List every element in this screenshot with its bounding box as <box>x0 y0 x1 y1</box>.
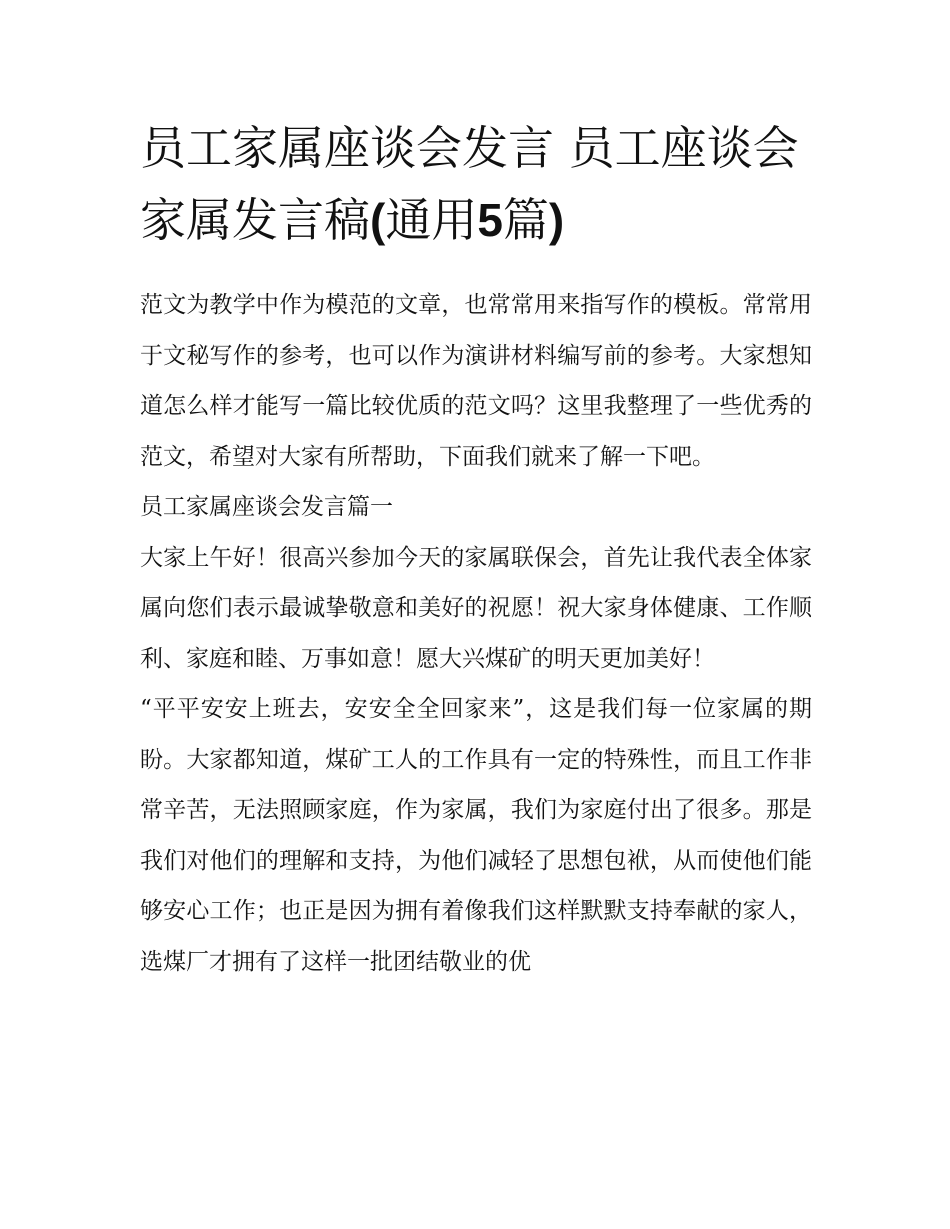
body-paragraph: “平平安安上班去，安安全全回家来”，这是我们每一位家属的期盼。大家都知道，煤矿工人的工作具有一定的特殊性，而且工作非常辛苦，无法照顾家庭，作为家属，我们为家庭付出了很多。那是我们对他们的理解和支持，为他们减轻了思想包袱，从而使他们能够安心工作；也正是因为拥有着像我们这样默默支持奉献的家人，选煤厂才拥有了这样一批团结敬业的优 <box>140 696 812 975</box>
body-paragraph: 大家上午好！很高兴参加今天的家属联保会，首先让我代表全体家属向您们表示最诚挚敬意和美好的祝愿！祝大家身体健康、工作顺利、家庭和睦、万事如意！愿大兴煤矿的明天更加美好！ <box>140 544 812 672</box>
document-title: 员工家属座谈会发言 员工座谈会家属发言稿(通用5篇) <box>140 121 799 247</box>
document-page <box>140 112 812 987</box>
section-heading: 员工家属座谈会发言篇一 <box>140 494 393 520</box>
intro-paragraph: 范文为教学中作为模范的文章，也常常用来指写作的模板。常常用于文秘写作的参考，也可以作为演讲材料编写前的参考。大家想知道怎么样才能写一篇比较优质的范文吗？这里我整理了一些优秀的范文，希望对大家有所帮助，下面我们就来了解一下吧。 <box>140 292 812 470</box>
document-body <box>140 280 812 987</box>
